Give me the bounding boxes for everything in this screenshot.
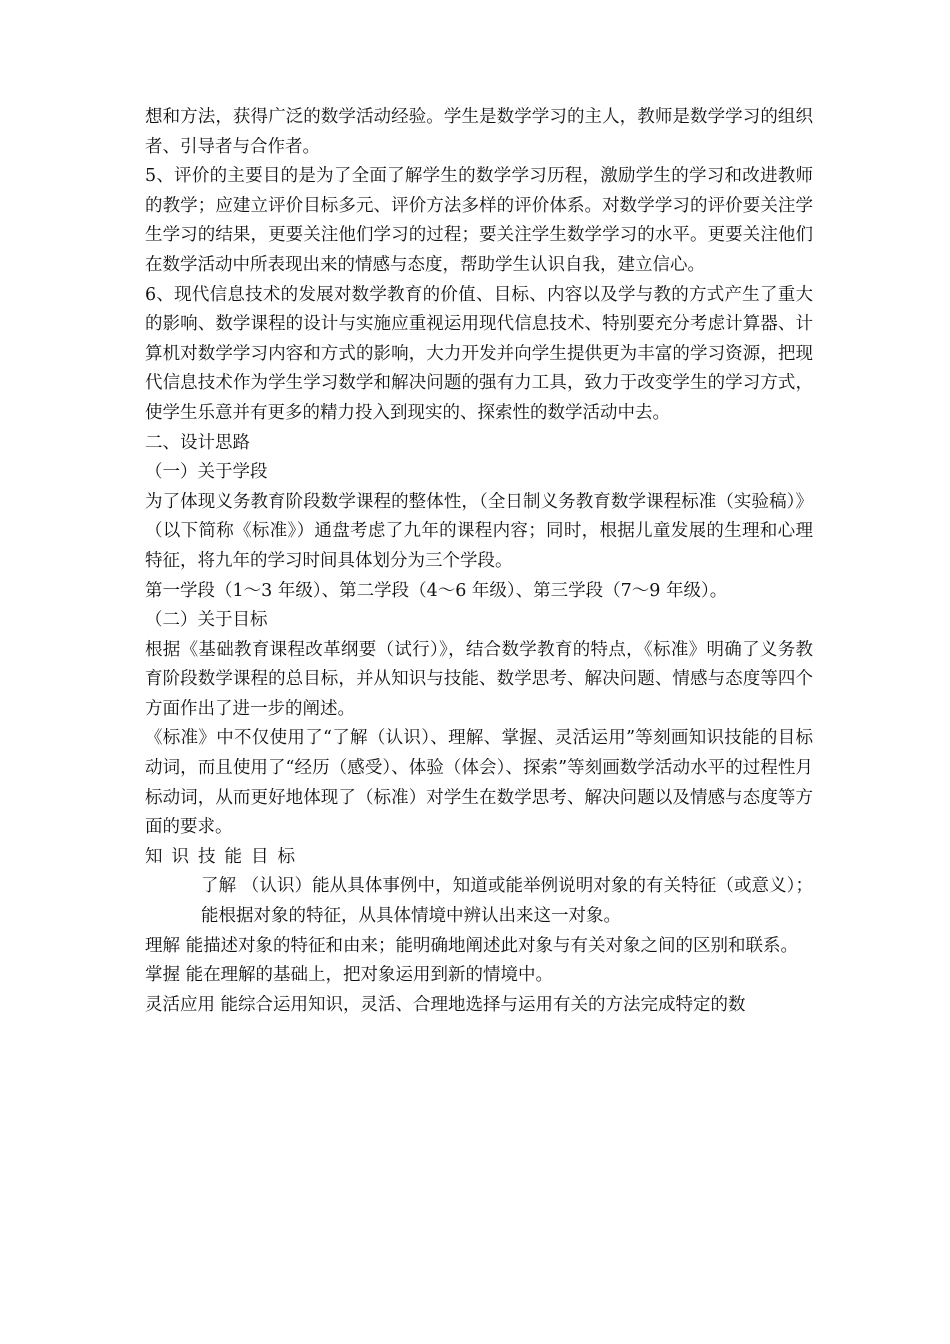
subheading-goals: （二）关于目标 <box>145 610 268 631</box>
paragraph-stage-list: 第一学段（1～3 年级）、第二学段（4～6 年级）、第三学段（7～9 年级）。 <box>145 580 728 601</box>
paragraph-point-5: 5、评价的主要目的是为了全面了解学生的数学学习历程，激励学生的学习和改进教师的教学；应建立评价目标多元、评价方法多样的评价体系。对数学学习的评价要关注学生学习的结果，更要关注他们学习的过程；要关注学生数学学习的水平。更要关注他们在数学活动中所表现出来的情感与态度，帮助学生认识自我，建立信心。 <box>145 166 813 275</box>
document-body <box>145 103 813 1020</box>
subheading-stages: （一）关于学段 <box>145 462 268 483</box>
paragraph-verbs: 《标准》中不仅使用了“了解（认识）、理解、掌握、灵活运用”等刻画知识技能的目标动词，而且使用了“经历（感受）、体验（体会）、探索”等刻画数学活动水平的过程性月标动词，从而更好地体现了（标准）对学生在数学思考、解决问题以及情感与态度等方面的要求。 <box>145 728 813 838</box>
subheading-knowledge-skill-goals: 知识技能目标 <box>145 846 304 867</box>
definition-understand-know: 了解 （认识）能从具体事例中，知道或能举例说明对象的有关特征（或意义）；能根据对象的特征，从具体情境中辨认出来这一对象。 <box>201 876 813 927</box>
paragraph-stages: 为了体现义务教育阶段数学课程的整体性，（全日制义务教育数学课程标准（实验稿）》（以下简称《标准》）通盘考虑了九年的课程内容；同时，根据儿童发展的生理和心理特征，将九年的学习时间具体划分为三个学段。 <box>145 491 813 571</box>
definition-master: 掌握 能在理解的基础上，把对象运用到新的情境中。 <box>145 965 554 986</box>
definition-comprehend: 理解 能描述对象的特征和由来；能明确地阐述此对象与有关对象之间的区别和联系。 <box>145 935 799 956</box>
paragraph-point-6: 6、现代信息技术的发展对数学教育的价值、目标、内容以及学与教的方式产生了重大的影响、数学课程的设计与实施应重视运用现代信息技术、特别要充分考虑计算器、计算机对数学学习内容和方式的影响，大力开发并向学生提供更为丰富的学习资源，把现代信息技术作为学生学习数学和解决问题的强有力工具，致力于改变学生的学习方式，使学生乐意并有更多的精力投入到现实的、探索性的数学活动中去。 <box>145 284 813 423</box>
paragraph-continuation: 想和方法，获得广泛的数学活动经验。学生是数学学习的主人，教师是数学学习的组织者、引导者与合作者。 <box>145 107 813 157</box>
paragraph-goals: 根据《基础教育课程改革纲要（试行）》，结合数学教育的特点，《标准》明确了义务教育阶段数学课程的总目标，并从知识与技能、数学思考、解决问题、情感与态度等四个方面作出了进一步的阐述。 <box>145 639 813 719</box>
section-heading-design: 二、设计思路 <box>145 432 250 453</box>
definition-flexible-apply: 灵活应用 能综合运用知识，灵活、合理地选择与运用有关的方法完成特定的数 <box>145 994 746 1015</box>
